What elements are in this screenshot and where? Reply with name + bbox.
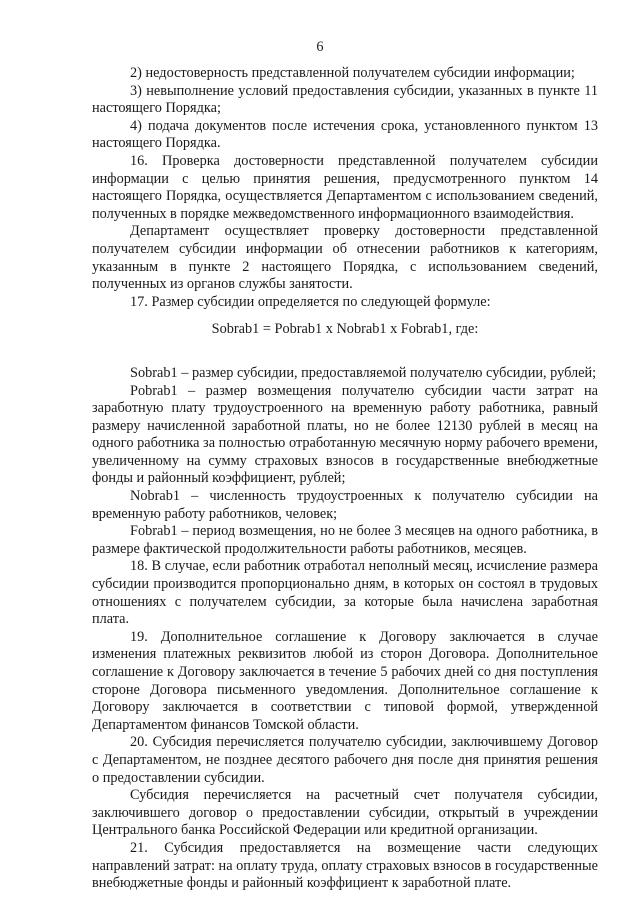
paragraph-item-3: 3) невыполнение условий предоставления субсидии, указанных в пункте 11 настоящего Порядка;	[92, 82, 598, 117]
paragraph-item-4: 4) подача документов после истечения срока, установленного пунктом 13 настоящего Порядка.	[92, 117, 598, 152]
spacer	[92, 349, 598, 365]
definition-sobrab1: Sobrab1 – размер субсидии, предоставляемой получателю субсидии, рублей;	[130, 364, 597, 381]
definition-nobrab1: Nobrab1 – численность трудоустроенных к получателю субсидии на временную работу работников, человек;	[92, 488, 598, 522]
paragraph-item-2: 2) недостоверность представленной получателем субсидии информации;	[130, 65, 575, 81]
paragraph-21: 21. Субсидия предоставляется на возмещение части следующих направлений затрат: на оплату труда, оплату страховых взносов в государственные внебюджетные фонды и районный коэффициент к заработной плате.	[92, 839, 598, 892]
paragraph-department-check: Департамент осуществляет проверку достоверности представленной получателем субсидии информации об отнесении работников к категориям, указанным в пункте 2 настоящего Порядка, с использованием сведений, полученных из органов службы занятости.	[92, 223, 598, 293]
paragraph-19: 19. Дополнительное соглашение к Договору заключается в случае изменения платежных реквизитов любой из сторон Договора. Дополнительное соглашение к Договору заключается в течение 5 рабочих дней со дня поступления стороне Договора письменного уведомления. Дополнительное соглашение к Договору заключается в соответствии с типовой формой, утвержденной Департаментом финансов Томской области.	[92, 628, 598, 733]
page-number: 6	[316, 39, 324, 55]
paragraph-17: 17. Размер субсидии определяется по следующей формуле:	[130, 293, 491, 310]
paragraph-20: 20. Субсидия перечисляется получателю субсидии, заключившему Договор с Департаментом, не позднее десятого рабочего дня после дня принятия решения о предоставлении субсидии.	[92, 734, 598, 786]
definition-fobrab1: Fobrab1 – период возмещения, но не более 3 месяцев на одного работника, в размере фактической продолжительности работы работников, месяцев.	[92, 523, 598, 557]
subsidy-formula: Sobrab1 = Pobrab1 x Nobrab1 x Fobrab1, где:	[211, 321, 479, 338]
paragraph-18: 18. В случае, если работник отработал неполный месяц, исчисление размера субсидии производится пропорционально дням, в которых он состоял в трудовых отношениях с получателем субсидии, за которые была начислена заработная плата.	[92, 558, 598, 628]
document-body	[92, 65, 598, 893]
paragraph-16: 16. Проверка достоверности представленной получателем субсидии информации с целью принятия решения, предусмотренного пунктом 14 настоящего Порядка, осуществляется Департаментом с использованием сведений, полученных в порядке межведомственного информационного взаимодействия.	[92, 152, 598, 222]
paragraph-transfer-account: Субсидия перечисляется на расчетный счет получателя субсидии, заключившего договор о предоставлении субсидии, открытый в учреждении Центрального банка Российской Федерации или кредитной организации.	[92, 787, 598, 839]
definition-pobrab1: Pobrab1 – размер возмещения получателю субсидии части затрат на заработную плату трудоустроенного на временную работу работника, равный размеру начисленной заработной платы, но не более 12130 рублей в месяц на одного работника за полностью отработанную месячную норму рабочего времени, увеличенному на сумму страховых взносов в государственные внебюджетные фонды и районный коэффициент, рублей;	[92, 382, 598, 487]
